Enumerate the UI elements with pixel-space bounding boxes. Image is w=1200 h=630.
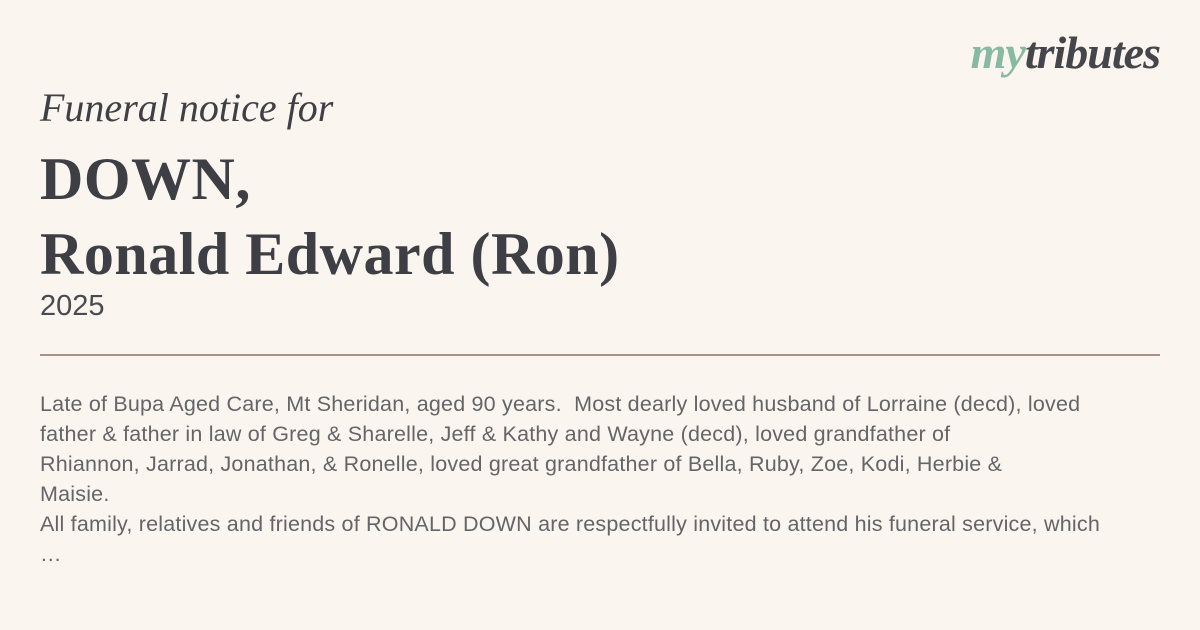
notice-type-label: Funeral notice for [40,85,334,130]
deceased-given-names: Ronald Edward (Ron) [40,221,620,287]
logo-prefix: my [970,27,1025,78]
mytributes-logo[interactable] [970,27,1160,78]
notice-body-line: Rhiannon, Jarrad, Jonathan, & Ronelle, loved great grandfather of Bella, Ruby, Zoe, Kodi, Herbie & [40,452,1003,476]
notice-body-line: Maisie. [40,482,110,506]
notice-body-line: … [40,542,62,566]
notice-year: 2025 [40,290,105,322]
deceased-name-heading [40,142,620,292]
notice-body-line: All family, relatives and friends of RONALD DOWN are respectfully invited to attend his funeral service, which [40,512,1100,536]
divider-line [40,354,1160,356]
notice-body-line: father & father in law of Greg & Sharelle, Jeff & Kathy and Wayne (decd), loved grandfather of [40,422,951,446]
notice-body-line: Late of Bupa Aged Care, Mt Sheridan, aged 90 years. Most dearly loved husband of Lorraine (decd), loved [40,392,1081,416]
deceased-surname: DOWN, [40,146,251,212]
logo-suffix: tributes [1024,27,1160,78]
notice-body-text [40,389,1170,569]
